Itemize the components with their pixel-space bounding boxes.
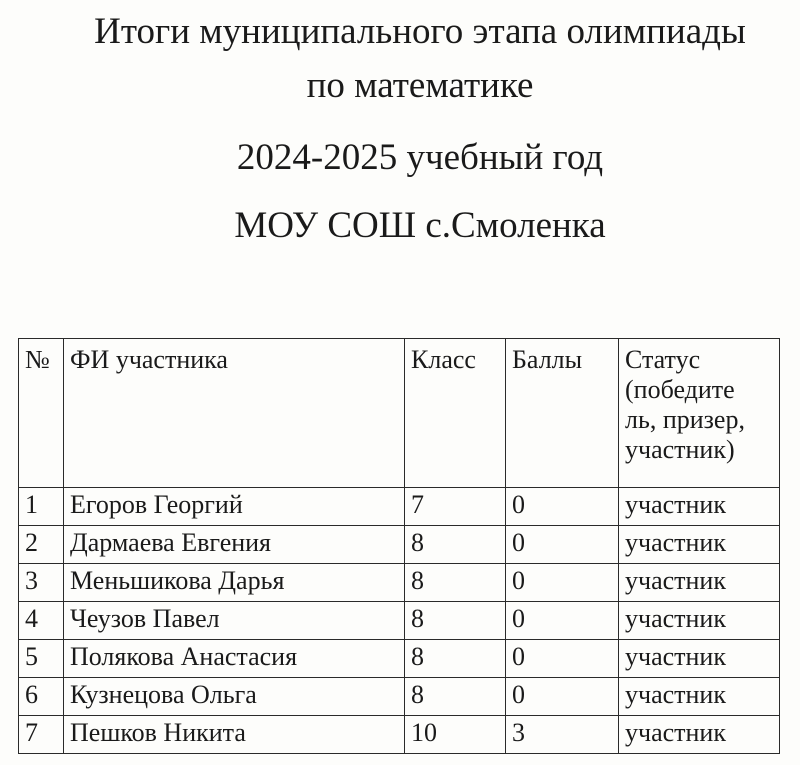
header-status-line: ль, призер, [625, 405, 745, 434]
cell-score: 3 [506, 716, 619, 754]
cell-status: участник [619, 564, 780, 602]
title-line-2: по математике [306, 65, 534, 106]
header-class: Класс [405, 339, 506, 488]
header-num: № [19, 339, 64, 488]
cell-class: 8 [405, 602, 506, 640]
cell-name: Полякова Анастасия [64, 640, 405, 678]
header-status-line: Статус [625, 345, 701, 374]
table-row [19, 640, 780, 678]
table-row [19, 526, 780, 564]
table-row [19, 564, 780, 602]
cell-num: 4 [19, 602, 64, 640]
cell-name: Меньшикова Дарья [64, 564, 405, 602]
header-status-line: участник) [625, 435, 735, 464]
cell-status: участник [619, 678, 780, 716]
header-status-line: (победите [625, 375, 735, 404]
cell-name: Дармаева Евгения [64, 526, 405, 564]
cell-class: 7 [405, 488, 506, 526]
cell-name: Чеузов Павел [64, 602, 405, 640]
table-row [19, 716, 780, 754]
table-row [19, 602, 780, 640]
cell-name: Пешков Никита [64, 716, 405, 754]
cell-status: участник [619, 488, 780, 526]
cell-num: 3 [19, 564, 64, 602]
cell-num: 2 [19, 526, 64, 564]
results-table [18, 338, 780, 754]
title-line-4: МОУ СОШ с.Смоленка [234, 205, 606, 246]
cell-class: 8 [405, 640, 506, 678]
cell-score: 0 [506, 564, 619, 602]
cell-score: 0 [506, 488, 619, 526]
cell-num: 1 [19, 488, 64, 526]
cell-class: 8 [405, 564, 506, 602]
cell-class: 8 [405, 526, 506, 564]
cell-status: участник [619, 602, 780, 640]
header-status [619, 339, 780, 488]
cell-num: 5 [19, 640, 64, 678]
title-line-1: Итоги муниципального этапа олимпиады [94, 11, 746, 52]
cell-name: Кузнецова Ольга [64, 678, 405, 716]
table-row [19, 488, 780, 526]
header-score: Баллы [506, 339, 619, 488]
cell-score: 0 [506, 640, 619, 678]
cell-score: 0 [506, 602, 619, 640]
cell-status: участник [619, 716, 780, 754]
cell-status: участник [619, 526, 780, 564]
table-row [19, 678, 780, 716]
cell-class: 10 [405, 716, 506, 754]
cell-name: Егоров Георгий [64, 488, 405, 526]
cell-num: 6 [19, 678, 64, 716]
cell-status: участник [619, 640, 780, 678]
cell-score: 0 [506, 526, 619, 564]
table-header-row [19, 339, 780, 488]
title-line-3: 2024-2025 учебный год [236, 137, 604, 178]
header-name: ФИ участника [64, 339, 405, 488]
cell-score: 0 [506, 678, 619, 716]
cell-class: 8 [405, 678, 506, 716]
cell-num: 7 [19, 716, 64, 754]
